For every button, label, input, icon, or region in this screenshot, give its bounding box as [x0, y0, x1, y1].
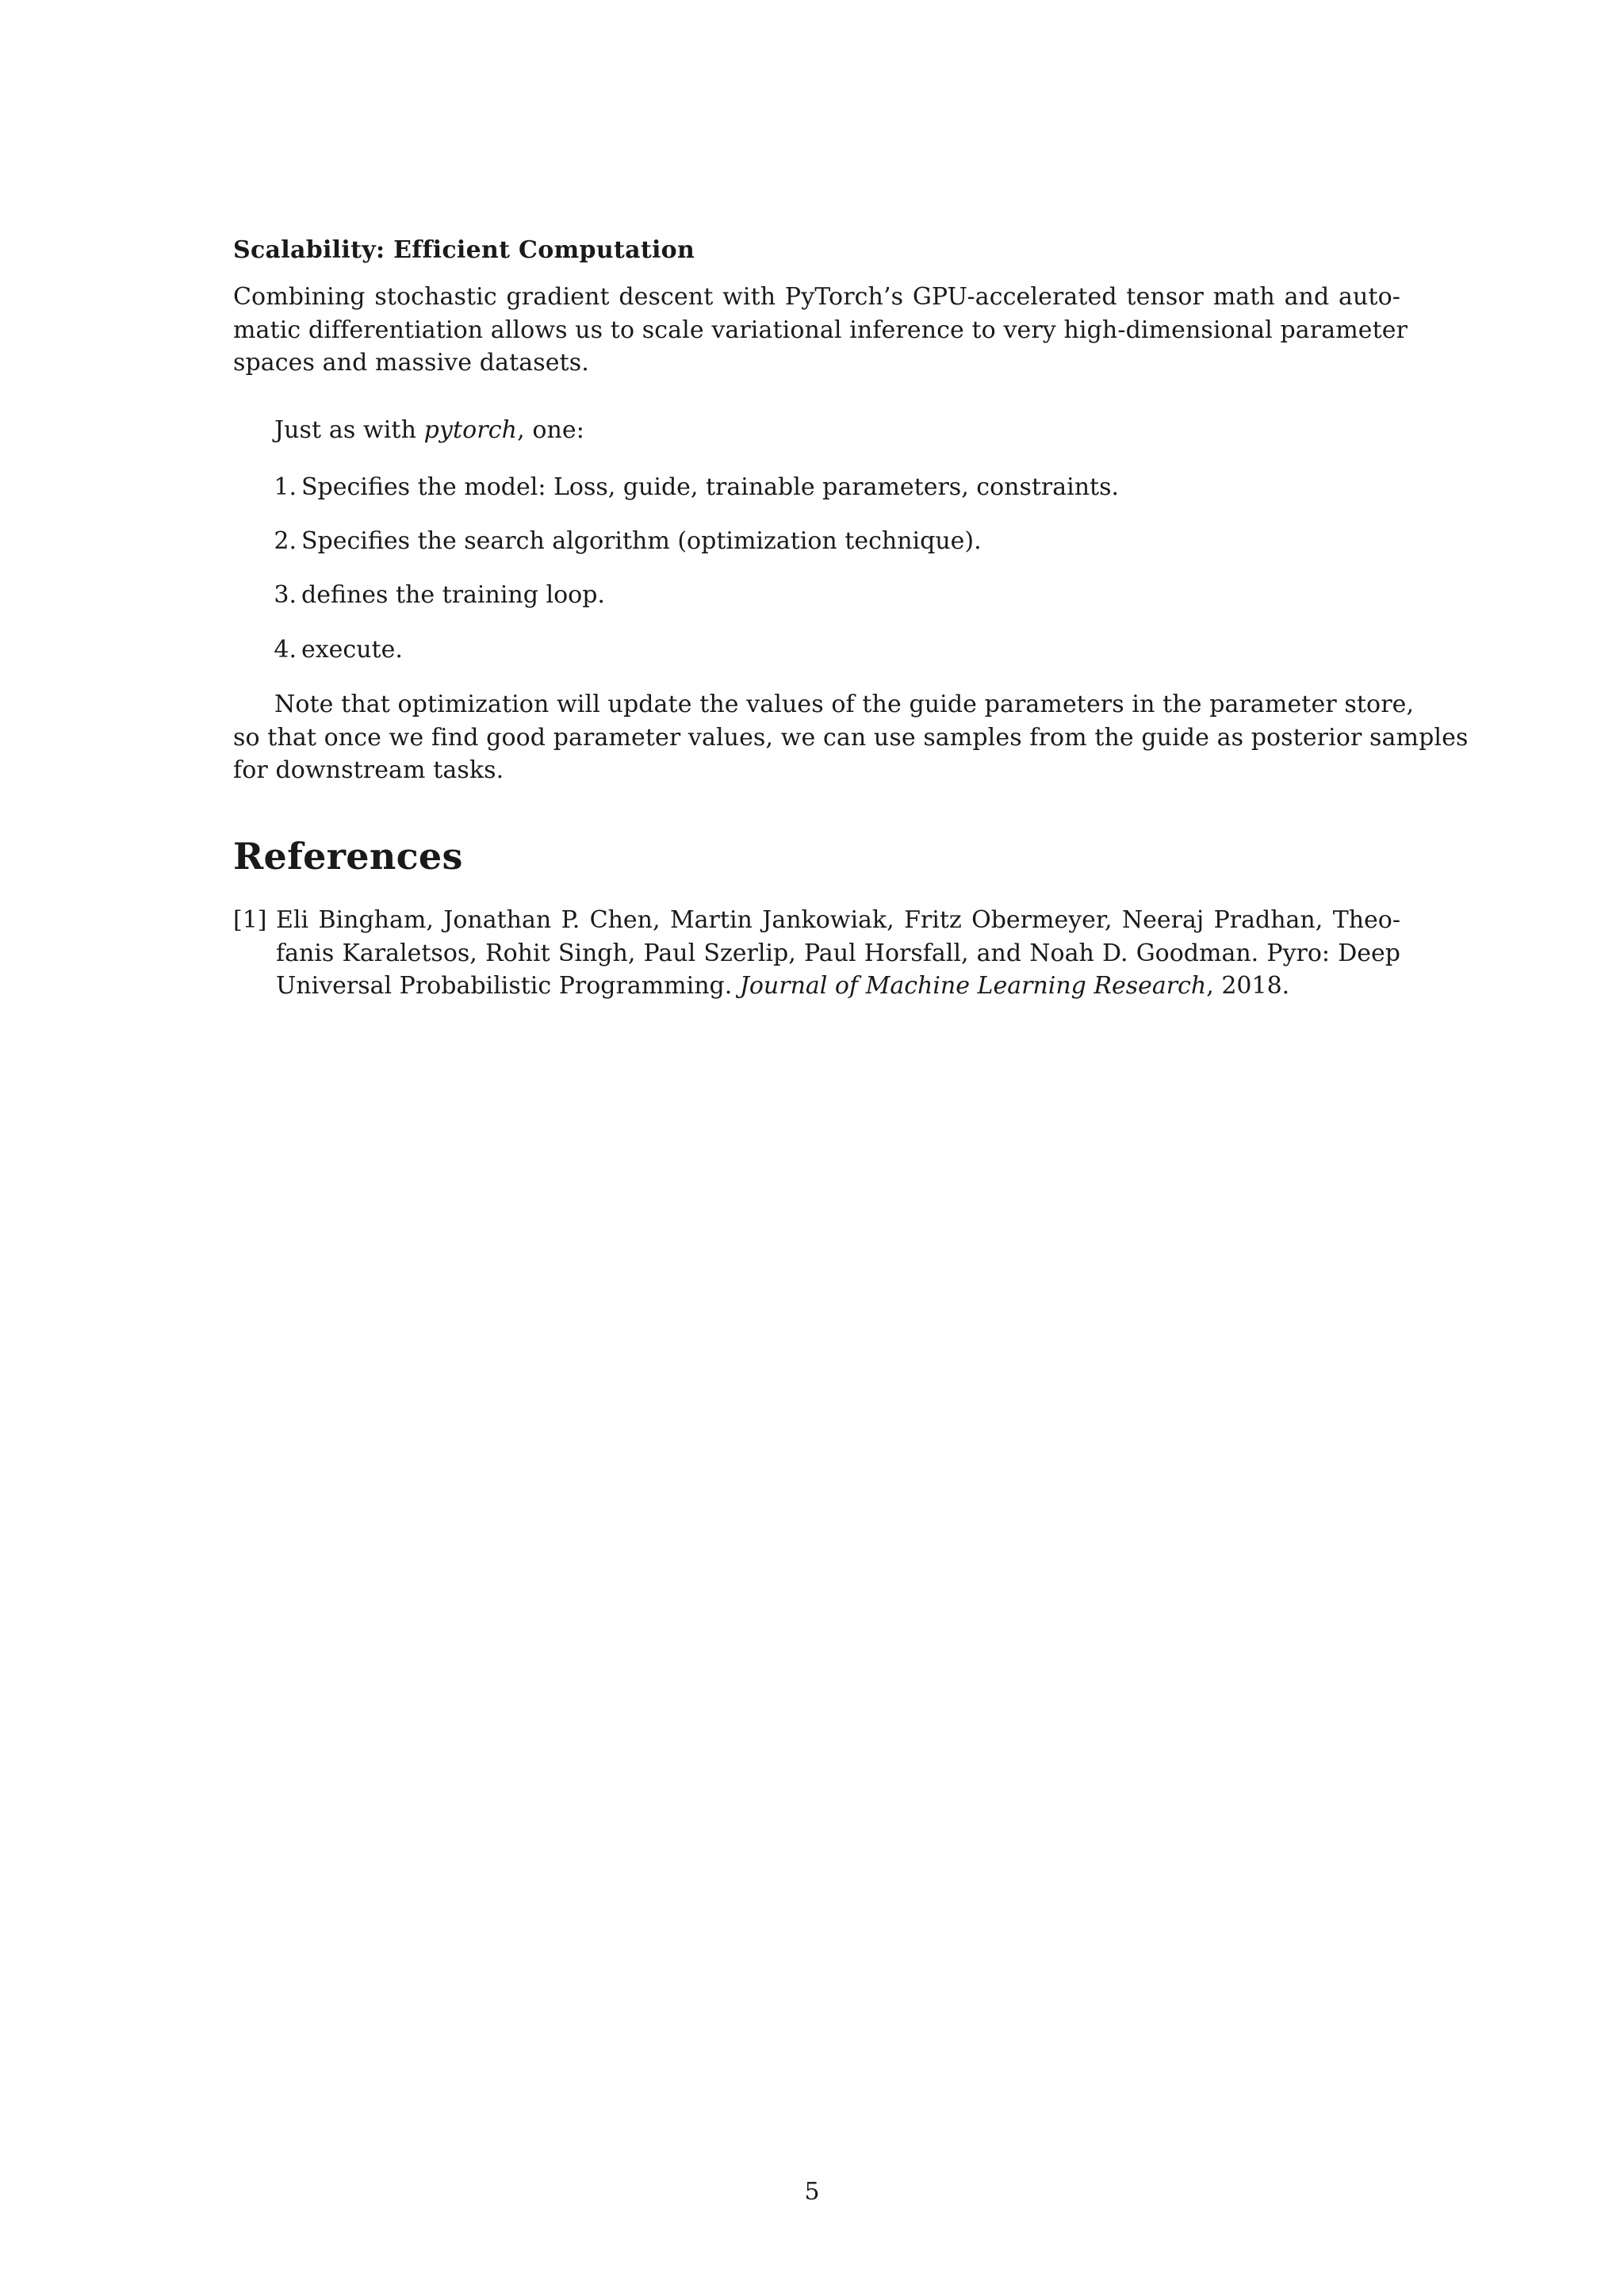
intro-line: Combining stochastic gradient descent with PyTorch’s GPU-accelerated tensor math and auto-: [233, 283, 1400, 311]
intro-paragraph: [233, 281, 1408, 380]
references-heading: References: [233, 835, 463, 878]
reference-title: Universal Probabilistic Programming.: [276, 972, 740, 1000]
lead-text-after: , one:: [517, 416, 584, 444]
note-paragraph: [233, 688, 1469, 787]
step-text: Specifies the model: Loss, guide, trainable parameters, constraints.: [301, 473, 1120, 501]
reference-line: Eli Bingham, Jonathan P. Chen, Martin Jankowiak, Fritz Obermeyer, Neeraj Pradhan, Theo-: [276, 906, 1400, 934]
step-text: Specifies the search algorithm (optimization technique).: [301, 527, 982, 555]
step-number: 4.: [274, 636, 297, 664]
reference-body: [276, 904, 1400, 1003]
lead-paragraph: [233, 414, 1442, 447]
page-number: 5: [804, 2178, 820, 2206]
lead-text-before: Just as with: [274, 416, 424, 444]
step-text: execute.: [301, 636, 403, 664]
subsection-title: Scalability: Efficient Computation: [233, 236, 695, 264]
reference-journal: Journal of Machine Learning Research: [739, 972, 1207, 1000]
step-number: 2.: [274, 527, 297, 555]
note-line: for downstream tasks.: [233, 756, 504, 784]
step-number: 1.: [274, 473, 297, 501]
note-line: so that once we find good parameter values, we can use samples from the guide as posterior samples: [233, 723, 1469, 752]
step-text: defines the training loop.: [301, 581, 605, 609]
intro-line: spaces and massive datasets.: [233, 349, 589, 377]
step-number: 3.: [274, 581, 297, 609]
reference-label: [1]: [233, 906, 267, 934]
intro-line: matic differentiation allows us to scale variational inference to very high-dimensional parameter: [233, 316, 1408, 344]
lead-emphasis: pytorch: [423, 416, 518, 444]
reference-line: [276, 970, 1400, 1003]
reference-line: fanis Karaletsos, Rohit Singh, Paul Szerlip, Paul Horsfall, and Noah D. Goodman. Pyro: Deep: [276, 939, 1400, 967]
reference-year: , 2018.: [1206, 972, 1290, 1000]
note-line: Note that optimization will update the values of the guide parameters in the parameter store,: [274, 691, 1415, 718]
